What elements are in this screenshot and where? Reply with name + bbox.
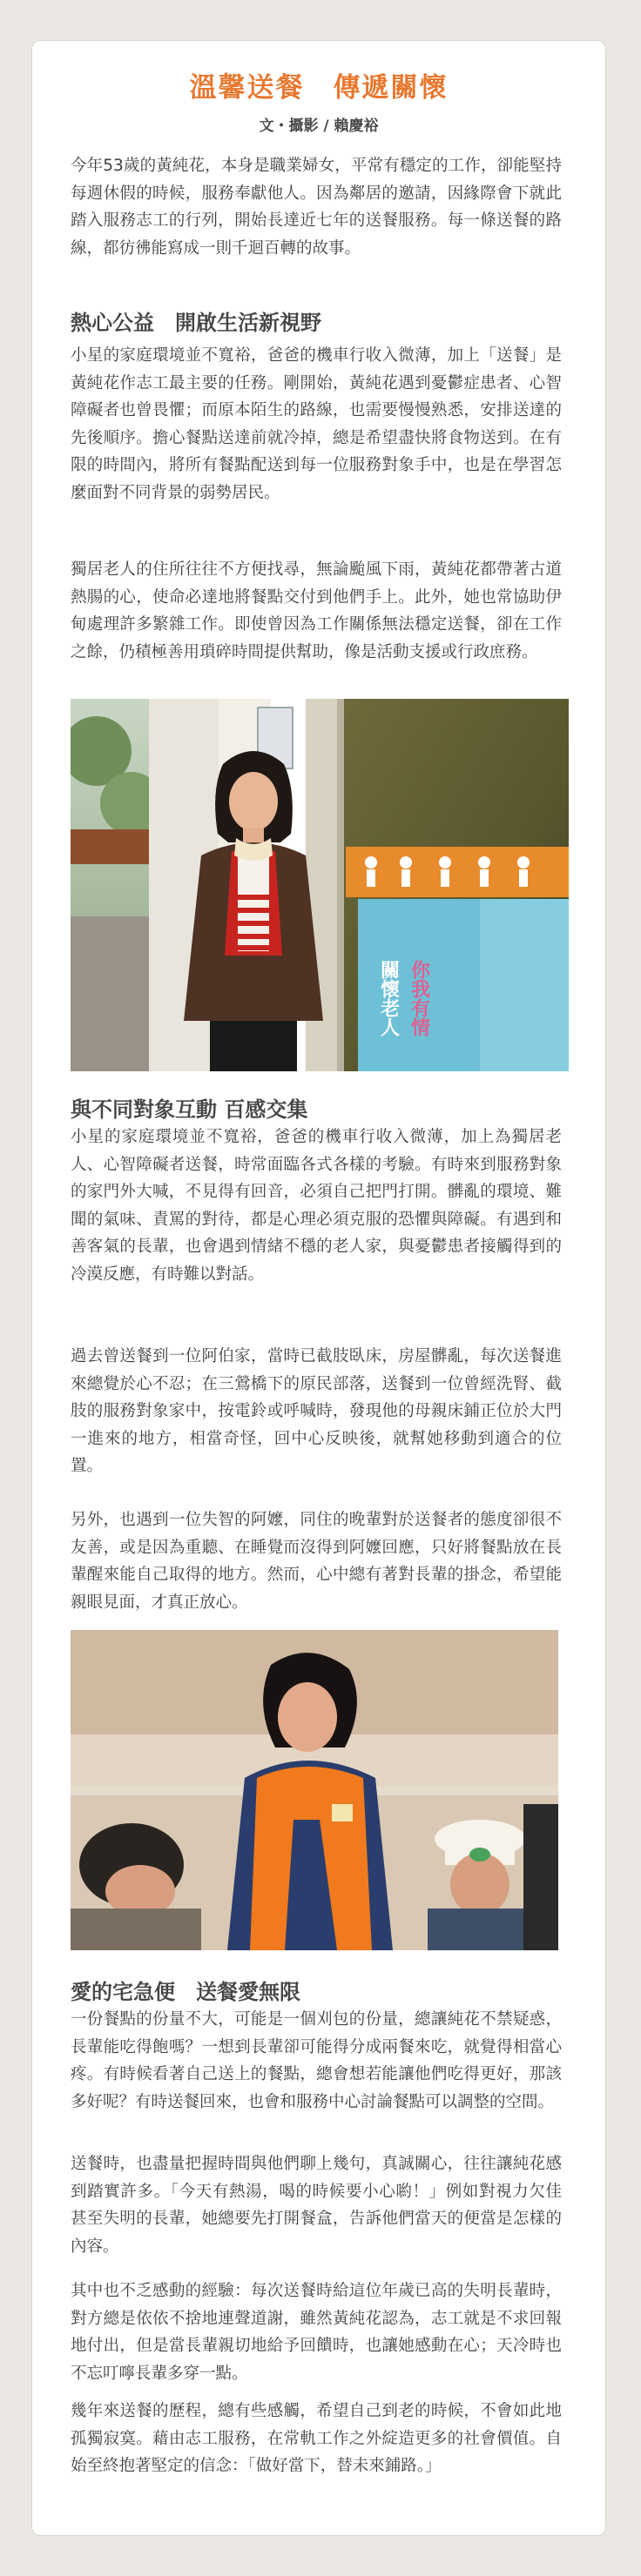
photo-volunteer-doorway	[71, 699, 569, 1071]
section-3-paragraph-2: 送餐時，也盡量把握時間與他們聊上幾句，真誠關心，往往讓純花感到踏實許多。「今天有熱湯，喝的時候要小心喲！」例如對視力欠佳甚至失明的長輩，她總要先打開餐盒，告訴他們當天的便當是怎樣的內容。	[71, 2155, 562, 2256]
section-3-paragraph-3: 其中也不乏感動的經驗：每次送餐時給這位年歲已高的失明長輩時，對方總是依依不捨地連聲道謝，雖然黃純花認為，志工就是不求回報地付出，但是當長輩親切地給予回饋時，也讓她感動在心；天冷時也不忘叮嚀長輩多穿一點。	[71, 2282, 562, 2383]
article-byline: 文・攝影 / 賴慶裕	[259, 117, 379, 135]
section-2-heading: 與不同對象互動 百感交集	[71, 1097, 308, 1122]
section-3-heading: 愛的宅急便 送餐愛無限	[71, 1980, 300, 2004]
intro-paragraph: 今年53歲的黃純花，本身是職業婦女，平常有穩定的工作，卻能堅持每週休假的時候，服務奉獻他人。因為鄰居的邀請，因緣際會下就此踏入服務志工的行列，開始長達近七年的送餐服務。每一條送餐的路線，都彷彿能寫成一則千迴百轉的故事。	[71, 157, 562, 258]
article-title: 溫馨送餐 傳遞關懷	[189, 72, 449, 104]
section-2-paragraph-2: 過去曾送餐到一位阿伯家，當時已截肢臥床，房屋髒亂，每次送餐進來總覺於心不忍；在三鶯橋下的原民部落，送餐到一位曾經洗腎、截肢的服務對象家中，按電鈴或呼喊時，發現他的母親床鋪正位於大門一進來的地方，相當奇怪，回中心反映後，就幫她移動到適合的位置。	[71, 1347, 562, 1476]
section-1-paragraph-1: 小星的家庭環境並不寬裕，爸爸的機車行收入微薄，加上「送餐」是黃純花作志工最主要的任務。剛開始，黃純花遇到憂鬱症患者、心智障礙者也曾畏懼；而原本陌生的路線，也需要慢慢熟悉，安排送達的先後順序。擔心餐點送達前就冷掉，總是希望盡快將食物送到。在有限的時間內，將所有餐點配送到每一位服務對象手中，也是在學習怎麼面對不同背景的弱勢居民。	[71, 346, 562, 502]
article-card	[31, 40, 606, 2536]
section-2-paragraph-1: 小星的家庭環境並不寬裕，爸爸的機車行收入微薄，加上為獨居老人、心智障礙者送餐，時常面臨各式各樣的考驗。有時來到服務對象的家門外大喊，不見得有回音，必須自己把門打開。髒亂的環境、難聞的氣味、責罵的對待，都是心理必須克服的恐懼與障礙。有遇到和善客氣的長輩，也會遇到情緒不穩的老人家，與憂鬱患者接觸得到的冷漠反應，有時難以對話。	[71, 1128, 562, 1284]
poster-text-line1: 你我有情	[408, 960, 430, 1036]
poster-text-line2: 關懷老人	[377, 960, 400, 1036]
section-2-paragraph-3: 另外，也遇到一位失智的阿嬤，同住的晚輩對於送餐者的態度卻很不友善，或是因為重聽、在睡覺而沒得到阿嬤回應，只好將餐點放在長輩醒來能自己取得的地方。然而，心中總有著對長輩的掛念，希望能親眼見面，才真正放心。	[71, 1511, 562, 1612]
section-3-paragraph-4: 幾年來送餐的歷程，總有些感觸，希望自己到老的時候，不會如此地孤獨寂寞。藉由志工服務，在常軌工作之外綻造更多的社會價值。自始至終抱著堅定的信念：「做好當下，替未來鋪路。」	[71, 2402, 562, 2476]
section-1-heading: 熱心公益 開啟生活新視野	[71, 311, 321, 335]
photo-meal-delivery	[71, 1630, 558, 1950]
section-3-paragraph-1: 一份餐點的份量不大，可能是一個刈包的份量，總讓純花不禁疑惑，長輩能吃得飽嗎？一想到長輩卻可能得分成兩餐來吃，就覺得相當心疼。有時候看著自己送上的餐點，總會想若能讓他們吃得更好，那該多好呢？有時送餐回來，也會和服務中心討論餐點可以調整的空間。	[71, 2010, 562, 2111]
section-1-paragraph-2: 獨居老人的住所往往不方便找尋，無論颱風下雨，黃純花都帶著古道熱腸的心，使命必達地將餐點交付到他們手上。此外，她也常協助伊甸處理許多繁雜工作。即使曾因為工作關係無法穩定送餐，卻在工作之餘，仍積極善用瑣碎時間提供幫助，像是活動支援或行政庶務。	[71, 560, 562, 661]
